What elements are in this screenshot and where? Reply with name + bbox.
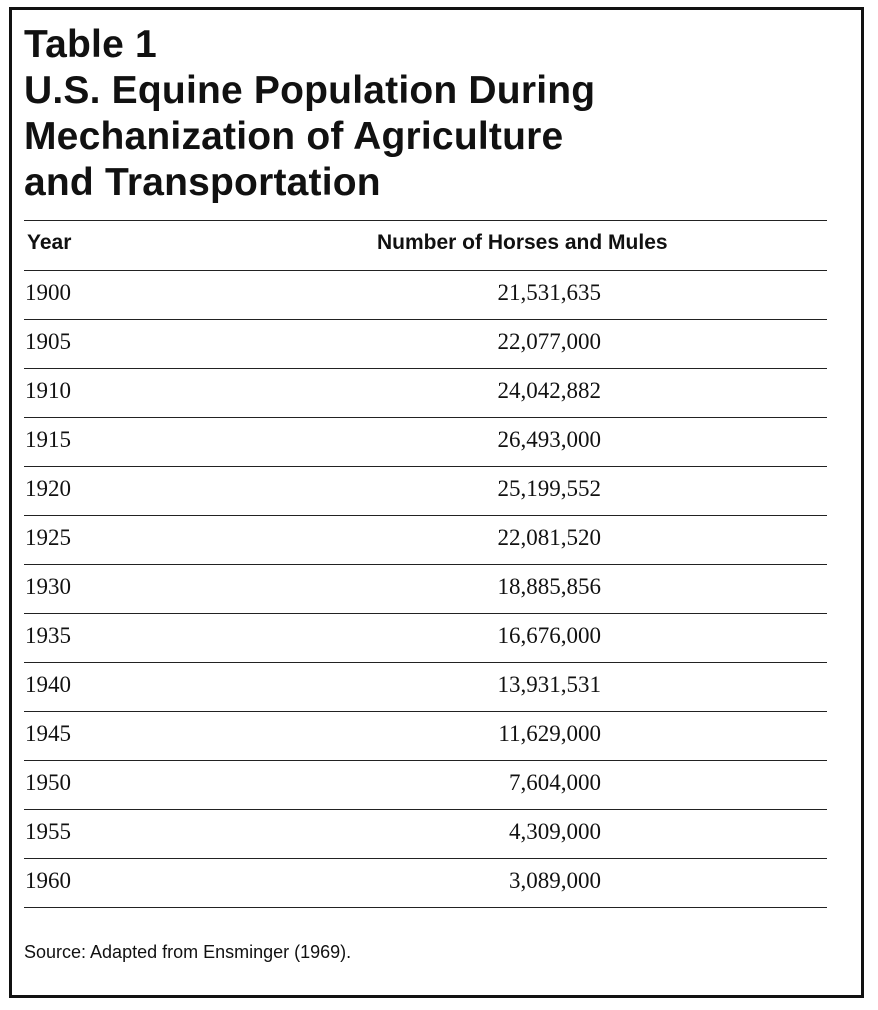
- table-row: [24, 369, 827, 418]
- cell-year: 1900: [25, 280, 71, 305]
- cell-year: 1960: [25, 868, 71, 893]
- cell-count: 13,931,531: [497, 672, 601, 697]
- cell-year: 1955: [25, 819, 71, 844]
- equine-population-table: [24, 220, 827, 908]
- cell-count: 18,885,856: [497, 574, 601, 599]
- cell-count: 24,042,882: [497, 378, 601, 403]
- cell-year: 1940: [25, 672, 71, 697]
- cell-year: 1910: [25, 378, 71, 403]
- cell-year: 1930: [25, 574, 71, 599]
- cell-count: 22,081,520: [497, 525, 601, 550]
- table-body: [24, 271, 827, 908]
- cell-year: 1915: [25, 427, 71, 452]
- cell-count: 16,676,000: [497, 623, 601, 648]
- table-row: [24, 418, 827, 467]
- table-row: [24, 859, 827, 908]
- cell-count: 26,493,000: [497, 427, 601, 452]
- table-row: [24, 467, 827, 516]
- table-row: [24, 565, 827, 614]
- table-row: [24, 663, 827, 712]
- cell-count: 7,604,000: [509, 770, 601, 795]
- table-row: [24, 516, 827, 565]
- table-row: [24, 614, 827, 663]
- cell-count: 21,531,635: [497, 280, 601, 305]
- title-line-1: U.S. Equine Population During: [24, 69, 596, 112]
- cell-year: 1945: [25, 721, 71, 746]
- table-row: [24, 320, 827, 369]
- cell-count: 25,199,552: [497, 476, 601, 501]
- table-row: [24, 761, 827, 810]
- table-header-row: [24, 220, 827, 271]
- column-header-year: Year: [27, 231, 72, 254]
- cell-count: 22,077,000: [497, 329, 601, 354]
- cell-count: 4,309,000: [509, 819, 601, 844]
- cell-year: 1925: [25, 525, 71, 550]
- cell-year: 1920: [25, 476, 71, 501]
- title-line-3: and Transportation: [24, 161, 381, 204]
- table-row: [24, 712, 827, 761]
- title-line-2: Mechanization of Agriculture: [24, 115, 564, 158]
- source-note: Source: Adapted from Ensminger (1969).: [24, 942, 352, 962]
- cell-year: 1935: [25, 623, 71, 648]
- cell-count: 3,089,000: [509, 868, 601, 893]
- table-row: [24, 810, 827, 859]
- table-title: [24, 22, 804, 206]
- table-row: [24, 271, 827, 320]
- cell-year: 1905: [25, 329, 71, 354]
- column-header-count: Number of Horses and Mules: [377, 231, 668, 254]
- cell-year: 1950: [25, 770, 71, 795]
- cell-count: 11,629,000: [498, 721, 601, 746]
- title-line-table-number: Table 1: [24, 23, 157, 66]
